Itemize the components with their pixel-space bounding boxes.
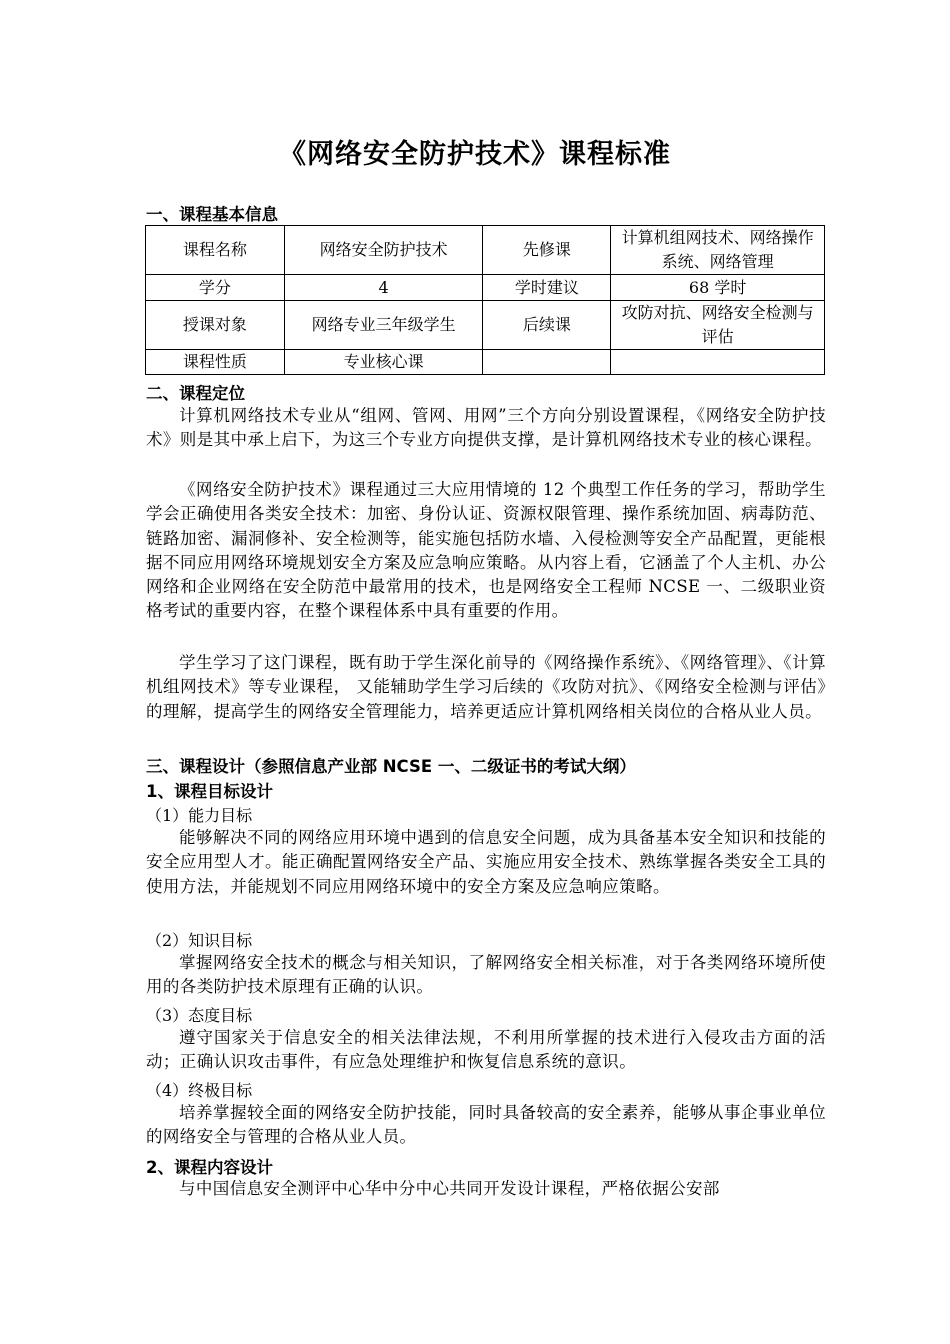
goal-label: （3）态度目标 bbox=[146, 1006, 253, 1025]
table-cell: 学分 bbox=[146, 275, 285, 301]
table-row bbox=[146, 301, 825, 350]
table-cell: 网络安全防护技术 bbox=[284, 226, 483, 275]
table-row bbox=[146, 275, 825, 301]
paragraph: 培养掌握较全面的网络安全防护技能，同时具备较高的安全素养，能够从事企事业单位的网络安全与管理的合格从业人员。 bbox=[146, 1103, 826, 1147]
section-2-heading: 二、课程定位 bbox=[146, 384, 245, 403]
table-row bbox=[146, 226, 825, 275]
paragraph: 与中国信息安全测评中心华中分中心共同开发设计课程，严格依据公安部 bbox=[179, 1179, 720, 1198]
paragraph: 《网络安全防护技术》课程通过三大应用情境的 12 个典型工作任务的学习，帮助学生学会正确使用各类安全技术：加密、身份认证、资源权限管理、操作系统加固、病毒防范、链路加密、漏洞修补、安全检测等，能实施包括防水墙、入侵检测等安全产品配置，更能根据不同应用网络环境规划安全方案及应急响应策略。从内容上看，它涵盖了个人主机、办公网络和企业网络在安全防范中最常用的技术，也是网络安全工程师 NCSE 一、二级职业资格考试的重要内容，在整个课程体系中具有重要的作用。 bbox=[146, 480, 826, 621]
table-cell: 4 bbox=[284, 275, 483, 301]
table-cell: 课程性质 bbox=[146, 350, 285, 375]
table-cell: 网络专业三年级学生 bbox=[284, 301, 483, 350]
table-cell: 课程名称 bbox=[146, 226, 285, 275]
table-cell: 先修课 bbox=[483, 226, 611, 275]
section-1-heading: 一、课程基本信息 bbox=[146, 205, 278, 224]
table-cell: 学时建议 bbox=[483, 275, 611, 301]
table-cell: 授课对象 bbox=[146, 301, 285, 350]
table-row bbox=[146, 350, 825, 375]
table-cell: 专业核心课 bbox=[284, 350, 483, 375]
course-info-table bbox=[145, 225, 825, 375]
document-title: 《网络安全防护技术》课程标准 bbox=[279, 139, 671, 170]
goal-label: （4）终极目标 bbox=[146, 1081, 253, 1100]
subsection-heading: 1、课程目标设计 bbox=[146, 782, 273, 801]
table-cell: 后续课 bbox=[483, 301, 611, 350]
goal-label: （2）知识目标 bbox=[146, 931, 253, 950]
table-cell: 计算机组网技术、网络操作系统、网络管理 bbox=[611, 226, 825, 275]
paragraph: 掌握网络安全技术的概念与相关知识，了解网络安全相关标准，对于各类网络环境所使用的各类防护技术原理有正确的认识。 bbox=[146, 953, 826, 997]
paragraph: 计算机网络技术专业从“组网、管网、用网”三个方向分别设置课程，《网络安全防护技术》则是其中承上启下，为这三个专业方向提供支撑，是计算机网络技术专业的核心课程。 bbox=[146, 406, 826, 450]
goal-label: （1）能力目标 bbox=[146, 806, 253, 825]
paragraph: 学生学习了这门课程，既有助于学生深化前导的《网络操作系统》、《网络管理》、《计算机组网技术》等专业课程， 又能辅助学生学习后续的《攻防对抗》、《网络安全检测与评估》的理解，提高学生的网络安全管理能力，培养更适应计算机网络相关岗位的合格从业人员。 bbox=[146, 653, 826, 721]
table-cell: 攻防对抗、网络安全检测与评估 bbox=[611, 301, 825, 350]
section-3-heading: 三、课程设计（参照信息产业部 NCSE 一、二级证书的考试大纲） bbox=[146, 757, 636, 776]
table-cell bbox=[483, 350, 611, 375]
subsection-heading: 2、课程内容设计 bbox=[146, 1158, 273, 1177]
paragraph: 遵守国家关于信息安全的相关法律法规，不利用所掌握的技术进行入侵攻击方面的活动；正确认识攻击事件，有应急处理维护和恢复信息系统的意识。 bbox=[146, 1028, 826, 1072]
table-cell: 68 学时 bbox=[611, 275, 825, 301]
table-cell bbox=[611, 350, 825, 375]
paragraph: 能够解决不同的网络应用环境中遇到的信息安全问题，成为具备基本安全知识和技能的安全应用型人才。能正确配置网络安全产品、实施应用安全技术、熟练掌握各类安全工具的使用方法，并能规划不同应用网络环境中的安全方案及应急响应策略。 bbox=[146, 828, 826, 896]
